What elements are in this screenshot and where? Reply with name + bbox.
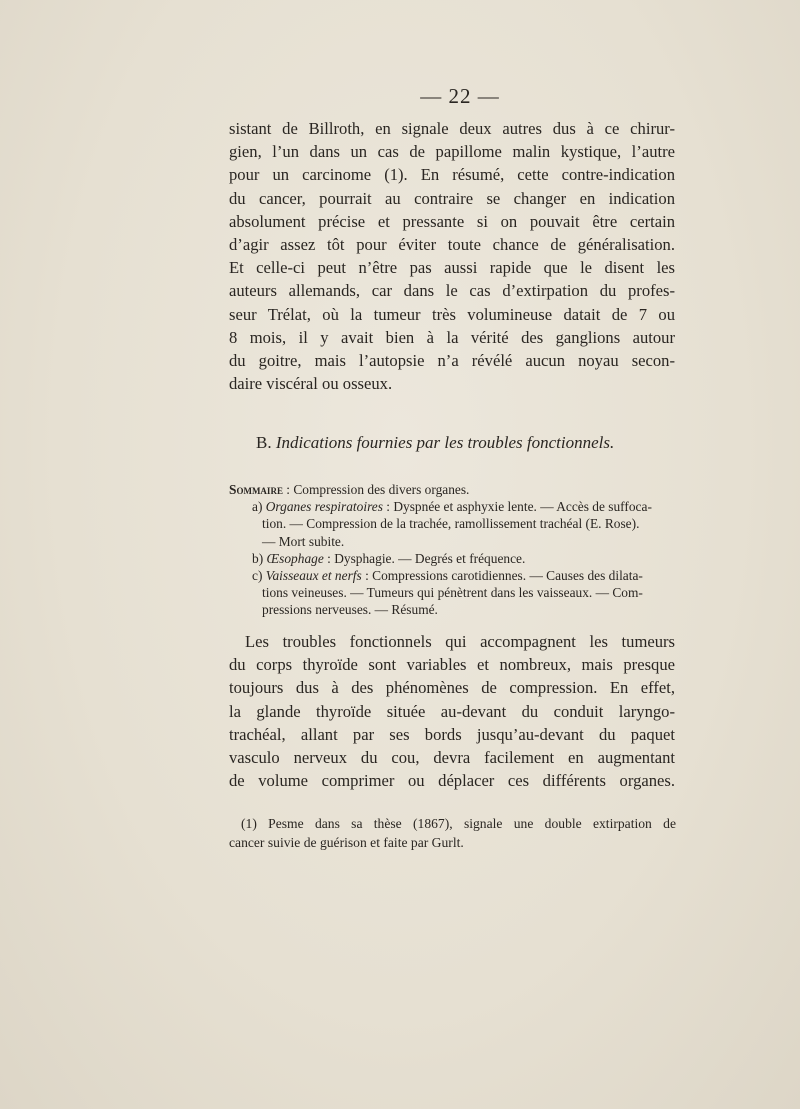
footnote-line: (1) Pesme dans sa thèse (1867), signale une double extirpation de xyxy=(241,816,676,831)
text-line: daire viscéral ou osseux. xyxy=(229,374,393,394)
item-marker: b) xyxy=(252,550,264,566)
text-line: 8 mois, il y avait bien à la vérité des ganglions autour xyxy=(229,327,675,347)
item-term: Vaisseaux et nerfs xyxy=(265,568,362,584)
summary-intro-text: : Compression des divers organes. xyxy=(282,482,470,497)
summary-label: Sommaire xyxy=(229,482,283,497)
text-line: pour un carcinome (1). En résumé, cette contre-indication xyxy=(229,165,675,185)
text-line: du goitre, mais l’autopsie n’a révélé aucun noyau secon- xyxy=(229,351,675,371)
footnote-line: cancer suivie de guérison et faite par Gurlt. xyxy=(229,835,464,850)
section-title: Indications fournies par les troubles fonctionnels. xyxy=(275,433,615,452)
paragraph-continuation xyxy=(229,117,675,395)
text-line: d’agir assez tôt pour éviter toute chance de généralisation. xyxy=(229,235,675,255)
summary-item-vessels-nerves xyxy=(229,567,676,619)
item-text: pressions nerveuses. — Résumé. xyxy=(262,602,438,618)
text-line: Et celle-ci peut n’être pas aussi rapide que le disent les xyxy=(229,258,675,278)
text-line: de volume comprimer ou déplacer ces différents organes. xyxy=(229,771,675,791)
summary-item-respiratory xyxy=(229,498,676,550)
item-marker: a) xyxy=(252,499,263,515)
item-term: Organes respiratoires xyxy=(265,499,383,515)
section-letter: B. xyxy=(256,433,272,452)
text-line: toujours dus à des phénomènes de compression. En effet, xyxy=(229,678,675,698)
text-line: du corps thyroïde sont variables et nombreux, mais presque xyxy=(229,655,675,675)
text-line: gien, l’un dans un cas de papillome malin kystique, l’autre xyxy=(229,142,675,162)
text-line: Les troubles fonctionnels qui accompagnent les tumeurs xyxy=(245,632,675,651)
item-text: tions veineuses. — Tumeurs qui pénètrent dans les vaisseaux. — Com- xyxy=(262,585,643,601)
text-line: seur Trélat, où la tumeur très volumineuse datait de 7 ou xyxy=(229,304,675,324)
item-text: : Dysphagie. — Degrés et fréquence. xyxy=(323,550,526,566)
text-line: du cancer, pourrait au contraire se changer en indication xyxy=(229,188,675,208)
summary-item-oesophagus xyxy=(229,550,676,567)
summary-intro xyxy=(229,481,676,498)
text-line: la glande thyroïde située au-devant du conduit laryngo- xyxy=(229,701,675,721)
text-line: auteurs allemands, car dans le cas d’extirpation du profes- xyxy=(229,281,675,301)
footnote xyxy=(229,814,676,852)
item-text: tion. — Compression de la trachée, ramollissement trachéal (E. Rose). xyxy=(262,516,640,532)
item-text: : Dyspnée et asphyxie lente. — Accès de suffoca- xyxy=(382,499,652,515)
text-line: absolument précise et pressante si on pouvait être certain xyxy=(229,211,675,231)
section-heading xyxy=(256,433,614,453)
item-text: : Compressions carotidiennes. — Causes des dilata- xyxy=(361,568,643,584)
item-term: Œsophage xyxy=(266,550,324,566)
paragraph-functional-troubles xyxy=(229,630,675,792)
text-line: trachéal, allant par ses bords jusqu’au-devant du paquet xyxy=(229,724,675,744)
text-line: vasculo nerveux du cou, devra facilement en augmentant xyxy=(229,748,675,768)
page-number: — 22 — xyxy=(420,84,500,108)
item-marker: c) xyxy=(252,568,263,584)
text-line: sistant de Billroth, en signale deux autres dus à ce chirur- xyxy=(229,119,675,138)
section-summary xyxy=(229,481,676,619)
item-text: — Mort subite. xyxy=(262,533,345,549)
